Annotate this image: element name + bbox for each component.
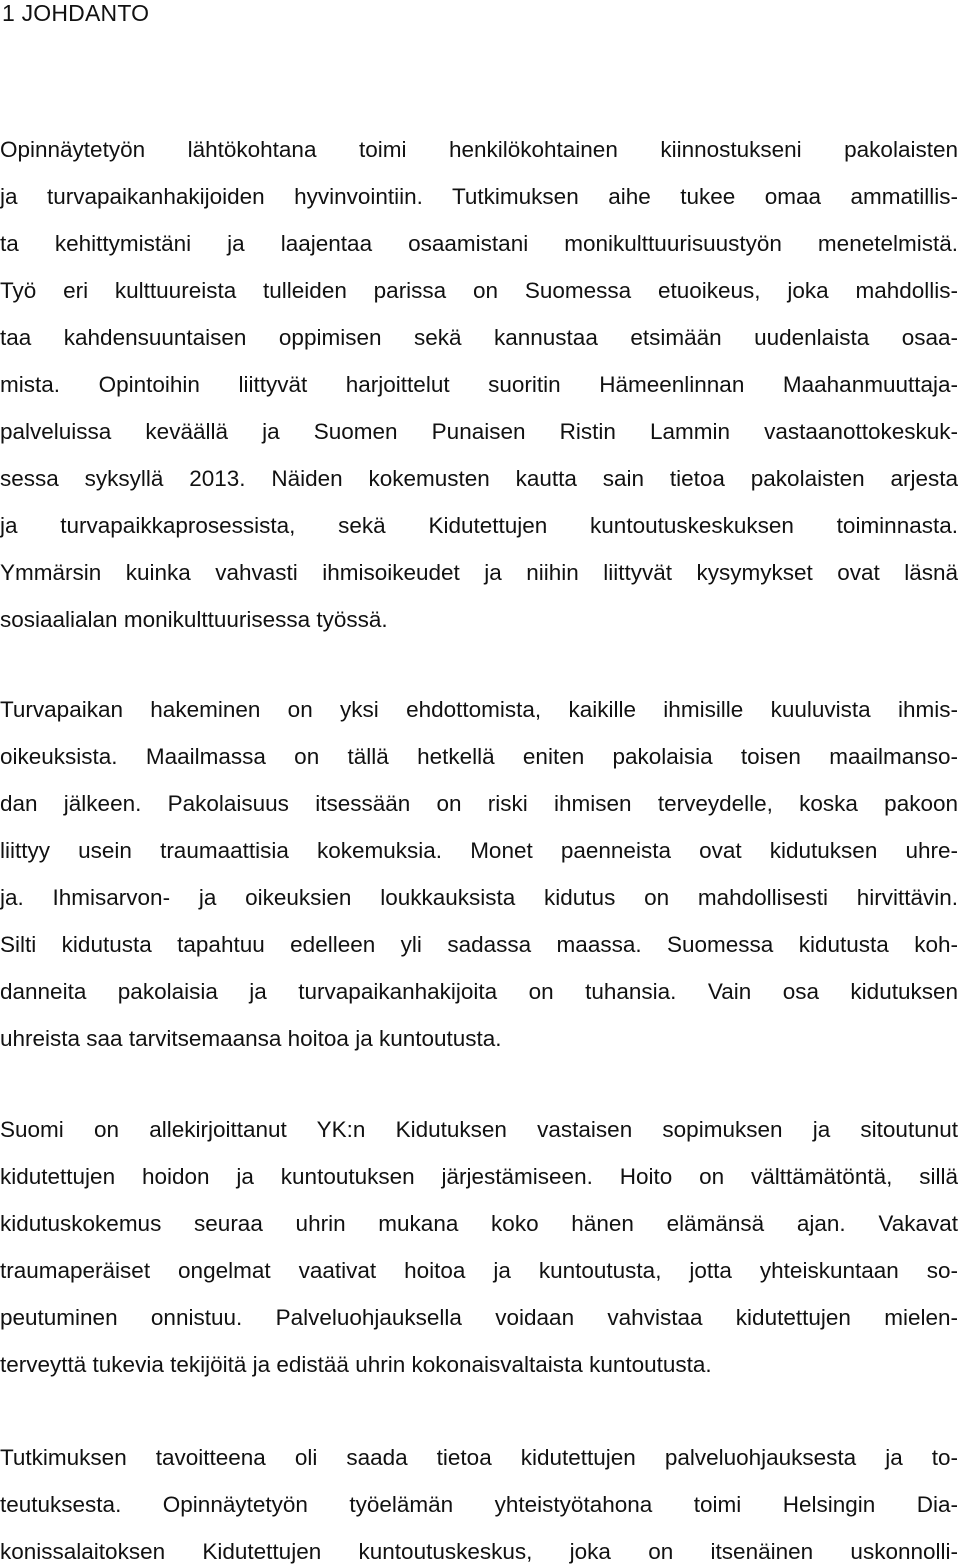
text-line: sessa syksyllä 2013. Näiden kokemusten kautta sain tietoa pakolaisten arjesta <box>0 466 958 491</box>
text-line: mista. Opintoihin liittyvät harjoittelut suoritin Hämeenlinnan Maahanmuuttaja- <box>0 372 958 397</box>
text-line: Tutkimuksen tavoitteena oli saada tietoa kidutettujen palveluohjauksesta ja to- <box>0 1445 958 1470</box>
text-line: peutuminen onnistuu. Palveluohjauksella voidaan vahvistaa kidutettujen mielen- <box>0 1305 958 1330</box>
text-line: konissalaitoksen Kidutettujen kuntoutuskeskus, joka on itsenäinen uskonnolli- <box>0 1539 958 1564</box>
text-line: teutuksesta. Opinnäytetyön työelämän yhteistyötahona toimi Helsingin Dia- <box>0 1492 958 1517</box>
text-line: liittyy usein traumaattisia kokemuksia. Monet paenneista ovat kidutuksen uhre- <box>0 838 958 863</box>
text-line: Suomi on allekirjoittanut YK:n Kidutuksen vastaisen sopimuksen ja sitoutunut <box>0 1117 958 1142</box>
text-line: traumaperäiset ongelmat vaativat hoitoa ja kuntoutusta, jotta yhteiskuntaan so- <box>0 1258 958 1283</box>
text-line: danneita pakolaisia ja turvapaikanhakijoita on tuhansia. Vain osa kidutuksen <box>0 979 958 1004</box>
text-line: taa kahdensuuntaisen oppimisen sekä kannustaa etsimään uudenlaista osaa- <box>0 325 958 350</box>
text-line: ja turvapaikanhakijoiden hyvinvointiin. Tutkimuksen aihe tukee omaa ammatillis- <box>0 184 958 209</box>
text-line: Ymmärsin kuinka vahvasti ihmisoikeudet ja niihin liittyvät kysymykset ovat läsnä <box>0 560 958 585</box>
text-line: terveyttä tukevia tekijöitä ja edistää uhrin kokonaisvaltaista kuntoutusta. <box>0 1352 712 1377</box>
text-line: dan jälkeen. Pakolaisuus itsessään on riski ihmisen terveydelle, koska pakoon <box>0 791 958 816</box>
text-line: Turvapaikan hakeminen on yksi ehdottomista, kaikille ihmisille kuuluvista ihmis- <box>0 697 958 722</box>
text-line: kidutuskokemus seuraa uhrin mukana koko hänen elämänsä ajan. Vakavat <box>0 1211 958 1236</box>
text-line: oikeuksista. Maailmassa on tällä hetkellä eniten pakolaisia toisen maailmanso- <box>0 744 958 769</box>
text-line: ta kehittymistäni ja laajentaa osaamistani monikulttuurisuustyön menetelmistä. <box>0 231 958 256</box>
text-line: Silti kidutusta tapahtuu edelleen yli sadassa maassa. Suomessa kidutusta koh- <box>0 932 958 957</box>
chapter-heading: 1 JOHDANTO <box>2 0 150 26</box>
text-line: ja turvapaikkaprosessista, sekä Kidutettujen kuntoutuskeskuksen toiminnasta. <box>0 513 958 538</box>
text-line: Työ eri kulttuureista tulleiden parissa on Suomessa etuoikeus, joka mahdollis- <box>0 278 958 303</box>
text-line: kidutettujen hoidon ja kuntoutuksen järjestämiseen. Hoito on välttämätöntä, sillä <box>0 1164 958 1189</box>
text-line: Opinnäytetyön lähtökohtana toimi henkilökohtainen kiinnostukseni pakolaisten <box>0 137 958 162</box>
text-line: sosiaalialan monikulttuurisessa työssä. <box>0 607 388 632</box>
text-line: ja. Ihmisarvon- ja oikeuksien loukkauksista kidutus on mahdollisesti hirvittävin. <box>0 885 958 910</box>
text-line: palveluissa keväällä ja Suomen Punaisen Ristin Lammin vastaanottokeskuk- <box>0 419 958 444</box>
text-line: uhreista saa tarvitsemaansa hoitoa ja kuntoutusta. <box>0 1026 502 1051</box>
